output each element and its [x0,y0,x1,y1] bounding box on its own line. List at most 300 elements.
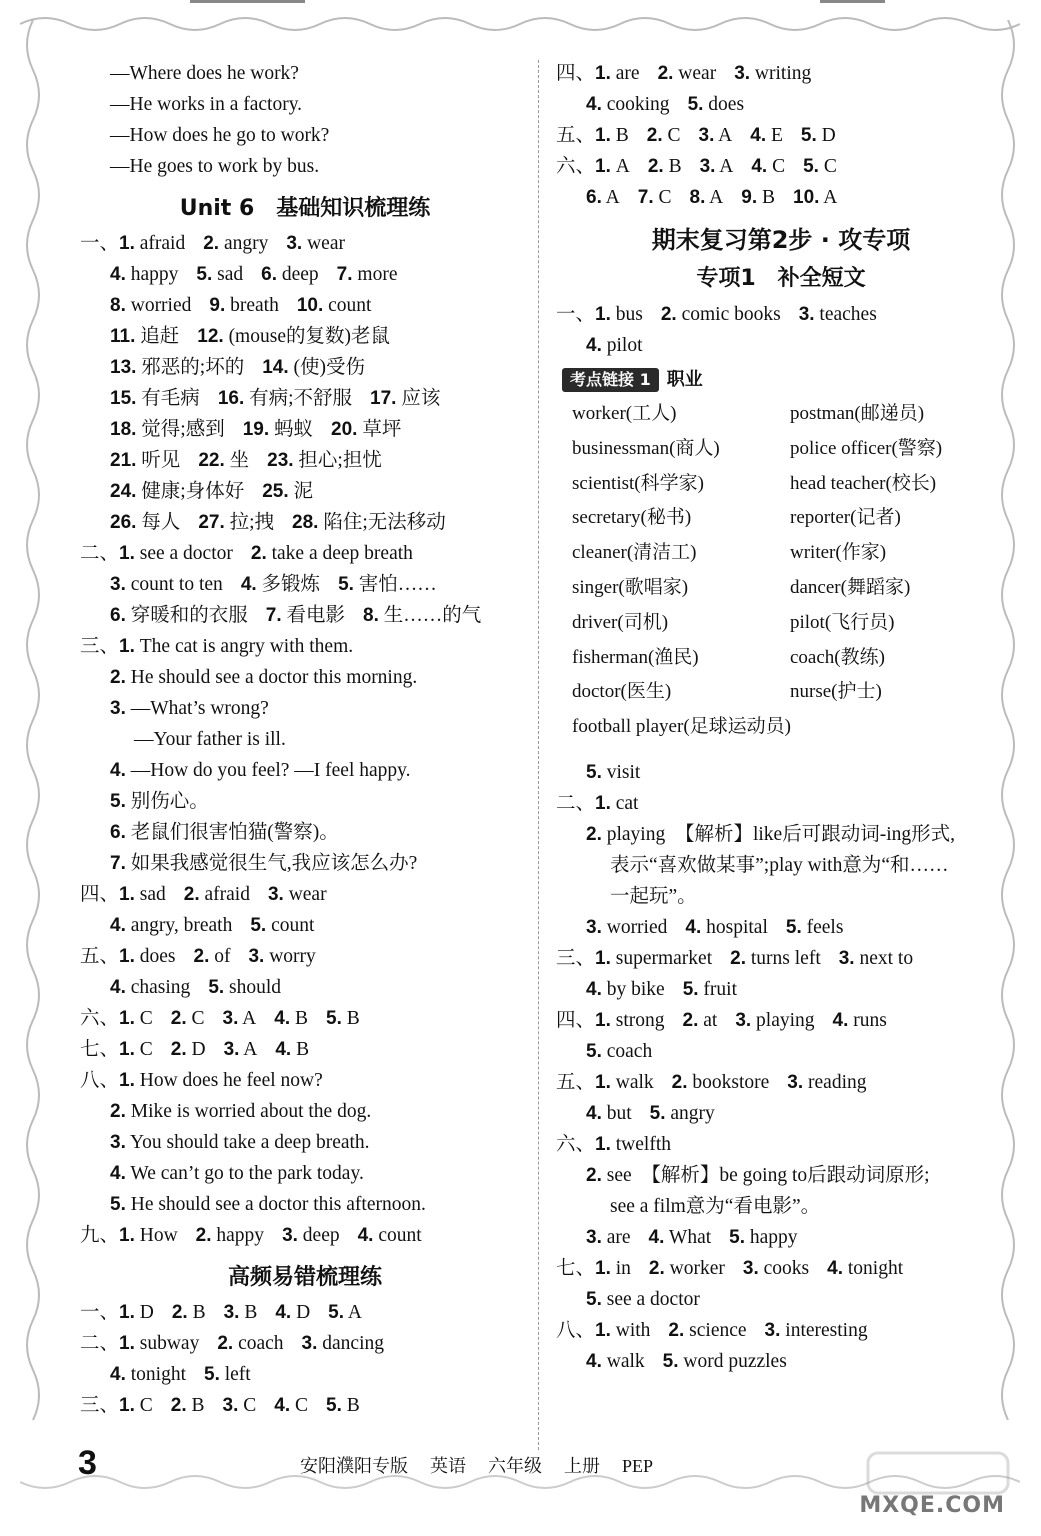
item-number: 1. [595,792,611,814]
item-number: 7. [265,605,282,626]
item-number: 2. [648,1257,665,1279]
item-number: 18. [110,419,137,440]
item-number: 5. [586,1288,602,1310]
item-number: 5. [682,978,699,1000]
answer-text: He should see a doctor this morning. [125,667,418,688]
item-number: 4. [110,915,126,936]
answer-text: 表示“喜欢做某事”;play with意为“和…… [610,854,949,876]
item-number: 6. [110,822,126,843]
answer-text: count [373,1225,422,1246]
answer-text: B [290,1008,309,1029]
decorative-wave-left [18,20,48,1420]
item-number: 27. [198,512,225,533]
answer-text: tonight [125,1364,186,1385]
item-number: 2. [682,1009,699,1031]
answer-text: He should see a doctor this afternoon. [125,1194,426,1215]
answer-text: A [819,187,838,208]
answer-line [80,1127,530,1158]
section-number: 一、 [556,304,596,325]
answer-text: sad [212,264,244,285]
answer-text: B [663,156,682,177]
answer-text: C [290,1395,309,1416]
answer-text: strong [610,1009,665,1031]
answer-text: D [816,125,836,146]
item-number: 2. [586,1164,602,1186]
answer-line [80,414,530,445]
dialogue-line: —Where does he work? [110,63,299,84]
item-number: 1. [119,233,135,254]
item-number: 1. [119,1070,135,1091]
section-number: 二、 [80,543,120,564]
item-number: 8. [363,605,379,626]
answer-line [80,1034,530,1065]
item-number: 2. [203,233,220,254]
answer-text: E [766,125,783,146]
answer-text: worker [664,1257,725,1279]
item-number: 5. [326,1395,342,1416]
answer-text: worried [601,916,668,938]
answer-text: B [291,1039,310,1060]
section-number: 九、 [80,1225,120,1246]
answer-text: count to ten [125,574,223,595]
answer-text: count [266,915,315,936]
item-number: 2. [250,543,267,564]
item-number: 5. [687,94,704,115]
item-number: 1. [119,1333,135,1354]
vocab-item: police officer(警察) [790,437,943,459]
answer-text: 害怕…… [353,574,437,595]
vocab-item: coach(教练) [790,646,885,668]
item-number: 7. [637,187,654,208]
item-number: 4. [275,1302,292,1323]
section-number: 四、 [556,63,596,84]
item-number: 5. [338,574,354,595]
item-number: 2. [657,63,674,84]
answer-line [80,972,530,1003]
item-number: 5. [250,915,267,936]
answer-text: playing [751,1009,815,1031]
item-number: 3. [286,233,303,254]
vocab-row [572,432,992,467]
answer-text: B [610,125,629,146]
answer-line [80,600,530,631]
footer-part: 六年级 [488,1456,542,1476]
answer-text: What [664,1226,712,1248]
item-number: 2. [170,1008,187,1029]
item-number: 1. [595,1133,611,1155]
answer-text: sad [134,884,166,905]
answer-line [556,182,1006,213]
item-number: 4. [685,916,702,938]
item-number: 1. [119,1395,135,1416]
item-number: 5. [110,1194,126,1215]
item-number: 1. [595,156,611,177]
item-number: 4. [832,1009,849,1031]
answer-text: C [767,156,786,177]
answer-text: playing 【解析】like后可跟动词-ing形式, [601,823,956,845]
answer-line [80,848,530,879]
item-number: 3. [267,884,284,905]
item-number: 2. [668,1319,685,1341]
item-number: 16. [217,388,245,409]
answer-text: cooks [758,1257,810,1279]
item-number: 5. [586,1040,602,1062]
answer-text: angry, breath [125,915,233,936]
vocab-item: postman(邮递员) [790,403,925,424]
footer-part: 英语 [430,1456,466,1476]
item-number: 5. [800,125,817,146]
answer-text: —What’s wrong? [125,698,269,719]
item-number: 3. [699,156,716,177]
item-number: 3. [222,1395,239,1416]
answer-text: 蚂蚁 [269,419,314,440]
answer-text: see a film意为“看电影”。 [610,1195,821,1217]
item-number: 25. [262,481,289,502]
answer-text: 穿暖和的衣服 [125,605,248,626]
item-number: 20. [331,419,358,440]
answer-line [556,120,1006,151]
footer-part: 上册 [564,1456,600,1476]
answer-text: coach [233,1333,284,1354]
answer-line [556,1098,1006,1129]
top-edge-mark-right [820,0,885,3]
item-number: 2. [183,884,200,905]
item-number: 10. [793,187,820,208]
answer-line [556,850,1006,881]
answer-text: C [134,1008,153,1029]
item-number: 1. [119,946,135,967]
answer-text: A [715,156,734,177]
item-number: 28. [292,512,319,533]
vocab-item: writer(作家) [790,542,887,564]
answer-text: word puzzles [678,1350,787,1372]
item-number: 1. [595,1071,611,1093]
vocab-item: nurse(护士) [790,681,882,703]
item-number: 2. [195,1225,212,1246]
item-number: 2. [647,156,664,177]
answer-line [80,1359,530,1390]
answer-text: comic books [676,304,781,325]
vocab-row [572,641,992,676]
answer-text: coach [601,1040,653,1062]
answer-text: C [134,1395,153,1416]
item-number: 1. [119,1225,135,1246]
item-number: 3. [586,1226,602,1248]
answer-line [80,1003,530,1034]
item-number: 2. [730,947,746,969]
column-divider [538,60,539,1450]
top-edge-mark-left [190,0,305,3]
answer-line [80,755,530,786]
answer-text: by bike [601,978,665,1000]
item-number: 4. [274,1008,291,1029]
item-number: 1. [595,1257,611,1279]
item-number: 3. [248,946,265,967]
tag-row [556,363,1006,397]
answer-text: 邪恶的;坏的 [136,357,245,378]
answer-text: C [238,1395,257,1416]
vocab-row [572,467,992,502]
vocab-item: worker(工人) [572,403,677,424]
item-number: 3. [764,1319,781,1341]
answer-line [80,786,530,817]
item-number: 2. [170,1395,187,1416]
answer-line [80,445,530,476]
item-number: 4. [586,1102,602,1124]
item-number: 9. [209,295,226,316]
answer-line [80,259,530,290]
item-number: 3. [698,125,715,146]
answer-text: —Your father is ill. [134,729,286,750]
section-number: 七、 [80,1039,120,1060]
left-column [80,58,530,1421]
item-number: 4. [586,978,602,1000]
answer-text: should [224,977,282,998]
answer-line [556,330,1006,361]
item-number: 1. [595,947,611,969]
answer-line [80,228,530,259]
answer-text: see 【解析】be going to后跟动词原形; [601,1164,930,1186]
answer-text: D [134,1302,154,1323]
answer-text: C [186,1008,205,1029]
answer-line [80,693,530,724]
item-number: 22. [198,450,225,471]
answer-text: more [352,264,398,285]
answer-line [556,1129,1006,1160]
section-number: 三、 [80,636,120,657]
answer-text: A [705,187,724,208]
item-number: 6. [261,264,277,285]
item-number: 1. [119,1008,135,1029]
answer-text: take a deep breath [266,543,413,564]
item-number: 3. [301,1333,318,1354]
item-number: 24. [110,481,137,502]
item-number: 4. [110,1163,126,1184]
answer-text: next to [854,947,914,969]
answer-line [80,1158,530,1189]
answer-text: turns left [746,947,821,969]
answer-line [80,941,530,972]
answer-text: afraid [199,884,250,905]
answer-line [556,1005,1006,1036]
answer-line [556,912,1006,943]
answer-line [556,1222,1006,1253]
answer-text: 生……的气 [378,605,482,626]
answer-text: C [662,125,681,146]
item-number: 3. [734,63,751,84]
answer-text: 别伤心。 [125,791,209,812]
answer-text: How [134,1225,178,1246]
item-number: 1. [595,1009,611,1031]
vocab-item: singer(歌唱家) [572,576,689,598]
item-number: 5. [649,1102,666,1124]
answer-text: fruit [698,978,737,1000]
answer-text: supermarket [610,947,713,969]
answer-line [556,1346,1006,1377]
answer-text: A [601,187,620,208]
section-number: 二、 [80,1333,120,1354]
item-number: 4. [110,760,126,781]
answer-text: angry [219,233,269,254]
answer-text: How does he feel now? [134,1070,323,1091]
answer-text: 如果我感觉很生气,我应该怎么办? [125,853,418,874]
answer-text: 应该 [396,388,441,409]
answer-text: You should take a deep breath. [125,1132,370,1153]
item-number: 8. [689,187,706,208]
answer-text: at [698,1009,718,1031]
section-number: 一、 [80,233,120,254]
item-number: 7. [110,853,126,874]
section-heading-main: 期末复习第2步 · 攻专项 [651,226,911,254]
answer-line [80,910,530,941]
answer-line [556,1253,1006,1284]
item-number: 3. [110,574,126,595]
section-number: 四、 [80,884,120,905]
answer-line [80,538,530,569]
item-number: 17. [370,388,397,409]
section-number: 一、 [80,1302,120,1323]
answer-text: A [344,1302,362,1323]
answer-line [80,1390,530,1421]
answer-text: cooking [601,94,670,115]
answer-text: 草坪 [357,419,402,440]
answer-line [556,788,1006,819]
vocab-item: businessman(商人) [572,437,720,459]
item-number: 2. [193,946,210,967]
page-number: 3 [78,1444,97,1482]
answer-text: walk [601,1350,645,1372]
vocab-item: pilot(飞行员) [790,611,895,633]
item-number: 3. [838,947,855,969]
answer-text: hospital [701,916,768,938]
answer-text: Mike is worried about the dog. [125,1101,372,1122]
vocab-row [572,571,992,606]
item-number: 4. [586,1350,602,1372]
vocab-item: cleaner(清洁工) [572,542,697,564]
item-number: 5. [326,1008,342,1029]
section-number: 二、 [556,792,596,814]
section-number: 三、 [80,1395,120,1416]
section-number: 五、 [80,946,120,967]
answer-text: walk [610,1071,654,1093]
answer-text: A [610,156,630,177]
answer-text: are [601,1226,631,1248]
vocab-item: doctor(医生) [572,681,672,703]
answer-text: 拉;拽 [224,512,275,533]
answer-text: dancing [317,1333,384,1354]
answer-text: 健康;身体好 [136,481,245,502]
answer-line [80,290,530,321]
answer-line [80,569,530,600]
answer-text: A [239,1039,258,1060]
item-number: 4. [275,1039,292,1060]
item-number: 9. [741,187,758,208]
answer-line [80,476,530,507]
section-number: 七、 [556,1257,596,1279]
answer-text: C [653,187,672,208]
answer-line [80,817,530,848]
item-number: 5. [110,791,126,812]
answer-text: angry [665,1102,715,1124]
answer-text: 有毛病 [136,388,200,409]
vocab-item: fisherman(渔民) [572,646,699,668]
section-heading-gaopin: 高频易错梳理练 [227,1265,382,1290]
answer-text: A [238,1008,257,1029]
answer-line [556,974,1006,1005]
item-number: 7. [336,264,353,285]
item-number: 5. [328,1302,345,1323]
item-number: 19. [242,419,270,440]
answer-line [556,1160,1006,1191]
item-number: 14. [262,357,289,378]
item-number: 2. [171,1302,188,1323]
item-number: 15. [110,388,137,409]
answer-text: of [209,946,231,967]
item-number: 10. [296,295,324,316]
answer-line [80,1297,530,1328]
item-number: 3. [282,1225,298,1246]
dialogue-line: —He works in a factory. [110,94,303,115]
answer-line [556,299,1006,330]
answer-text: 担心;担忧 [293,450,382,471]
vocab-row [572,606,992,641]
answer-text: 有病;不舒服 [244,388,353,409]
footer-part: PEP [622,1456,654,1476]
answer-text: chasing [125,977,191,998]
answer-text: runs [848,1009,887,1031]
item-number: 4. [648,1226,665,1248]
answer-text: writing [750,63,812,84]
item-number: 2. [217,1333,234,1354]
vocab-row [572,536,992,571]
section-heading-unit6: Unit 6 基础知识梳理练 [179,196,431,221]
answer-line [556,1191,1006,1222]
item-number: 1. [119,1302,135,1323]
item-number: 4. [586,335,602,356]
answer-text: cat [610,792,639,814]
answer-text: science [684,1319,747,1341]
answer-line [80,1220,530,1251]
vocab-row [572,501,992,536]
item-number: 3. [787,1071,804,1093]
vocab-item: scientist(科学家) [572,472,704,494]
item-number: 21. [110,450,137,471]
spacer [556,745,1006,757]
item-number: 2. [110,667,126,688]
answer-text: wear [283,884,327,905]
answer-line [80,724,530,755]
item-number: 4. [274,1395,291,1416]
answer-text: (使)受伤 [288,357,366,378]
answer-text: 追赶 [135,326,180,347]
item-number: 4. [751,156,768,177]
answer-text: (mouse的复数)老鼠 [223,326,390,347]
answer-line [556,757,1006,788]
section-number: 四、 [556,1009,596,1031]
answer-line [556,151,1006,182]
section-number: 六、 [556,1133,596,1155]
item-number: 1. [119,636,135,657]
answer-text: interesting [780,1319,868,1341]
answer-line [556,1284,1006,1315]
item-number: 3. [223,1302,240,1323]
item-number: 1. [119,1039,135,1060]
item-number: 3. [223,1039,240,1060]
vocab-item: football player(足球运动员) [572,716,791,738]
answer-text: B [186,1395,205,1416]
vocab-row [572,397,992,432]
answer-text: but [601,1102,632,1124]
